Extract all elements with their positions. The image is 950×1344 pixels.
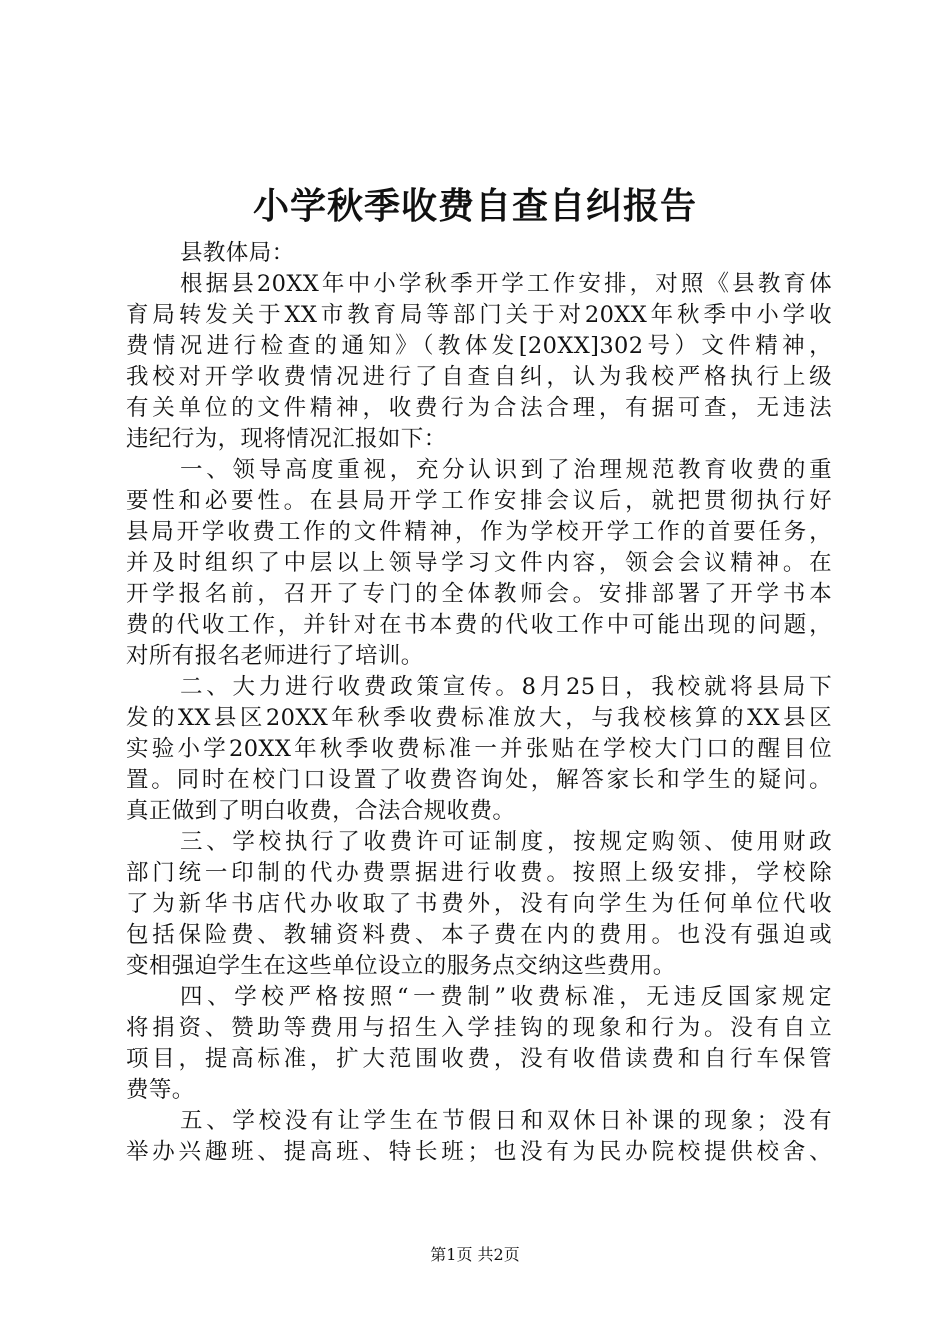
paragraph-line: 真正做到了明白收费，合法合规收费。 — [126, 798, 516, 824]
paragraph-line: 县局开学收费工作的文件精神，作为学校开学工作的首要任务， — [126, 519, 832, 545]
paragraph-line: 项目，提高标准，扩大范围收费，没有收借读费和自行车保管 — [126, 1046, 832, 1072]
paragraph-line: 包括保险费、教辅资料费、本子费在内的费用。也没有强迫或 — [126, 922, 832, 948]
document-body — [126, 238, 832, 1168]
paragraph-line: 三、学校执行了收费许可证制度，按规定购领、使用财政 — [180, 829, 832, 855]
paragraph-line: 对所有报名老师进行了培训。 — [126, 643, 424, 669]
paragraph-line: 有关单位的文件精神，收费行为合法合理，有据可查，无违法 — [126, 395, 832, 421]
page-footer: 第1页 共2页 — [430, 1245, 520, 1264]
paragraph-line: 置。同时在校门口设置了收费咨询处，解答家长和学生的疑问。 — [126, 767, 832, 793]
paragraph-line: 费情况进行检查的通知》（教体发[20XX]302号）文件精神， — [126, 333, 832, 359]
paragraph-line: 将捐资、赞助等费用与招生入学挂钩的现象和行为。没有自立 — [126, 1015, 832, 1041]
salutation-line: 县教体局： — [180, 240, 295, 266]
paragraph-line: 要性和必要性。在县局开学工作安排会议后，就把贯彻执行好 — [126, 488, 832, 514]
paragraph-line: 五、学校没有让学生在节假日和双休日补课的现象；没有 — [180, 1108, 832, 1134]
paragraph-line: 费等。 — [126, 1077, 195, 1103]
paragraph-line: 实验小学20XX年秋季收费标准一并张贴在学校大门口的醒目位 — [126, 736, 832, 762]
document-title: 小学秋季收费自查自纠报告 — [252, 186, 697, 227]
paragraph-line: 开学报名前，召开了专门的全体教师会。安排部署了开学书本 — [126, 581, 832, 607]
paragraph-line: 费的代收工作，并针对在书本费的代收工作中可能出现的问题， — [126, 612, 832, 638]
paragraph-line: 二、大力进行收费政策宣传。8月25日，我校就将县局下 — [180, 674, 832, 700]
paragraph-line: 一、领导高度重视，充分认识到了治理规范教育收费的重 — [180, 457, 832, 483]
paragraph-line: 发的XX县区20XX年秋季收费标准放大，与我校核算的XX县区 — [126, 705, 832, 731]
paragraph-line: 部门统一印制的代办费票据进行收费。按照上级安排，学校除 — [126, 860, 832, 886]
paragraph-line: 违纪行为，现将情况汇报如下： — [126, 426, 447, 452]
paragraph-line: 根据县20XX年中小学秋季开学工作安排，对照《县教育体 — [180, 271, 832, 297]
paragraph-line: 四、学校严格按照“一费制”收费标准，无违反国家规定 — [180, 984, 832, 1010]
paragraph-line: 变相强迫学生在这些单位设立的服务点交纳这些费用。 — [126, 953, 676, 979]
paragraph-line: 育局转发关于XX市教育局等部门关于对20XX年秋季中小学收 — [126, 302, 832, 328]
paragraph-line: 我校对开学收费情况进行了自查自纠，认为我校严格执行上级 — [126, 364, 832, 390]
paragraph-line: 了为新华书店代办收取了书费外，没有向学生为任何单位代收 — [126, 891, 832, 917]
paragraph-line: 举办兴趣班、提高班、特长班；也没有为民办院校提供校舍、 — [126, 1139, 832, 1165]
paragraph-line: 并及时组织了中层以上领导学习文件内容，领会会议精神。在 — [126, 550, 832, 576]
